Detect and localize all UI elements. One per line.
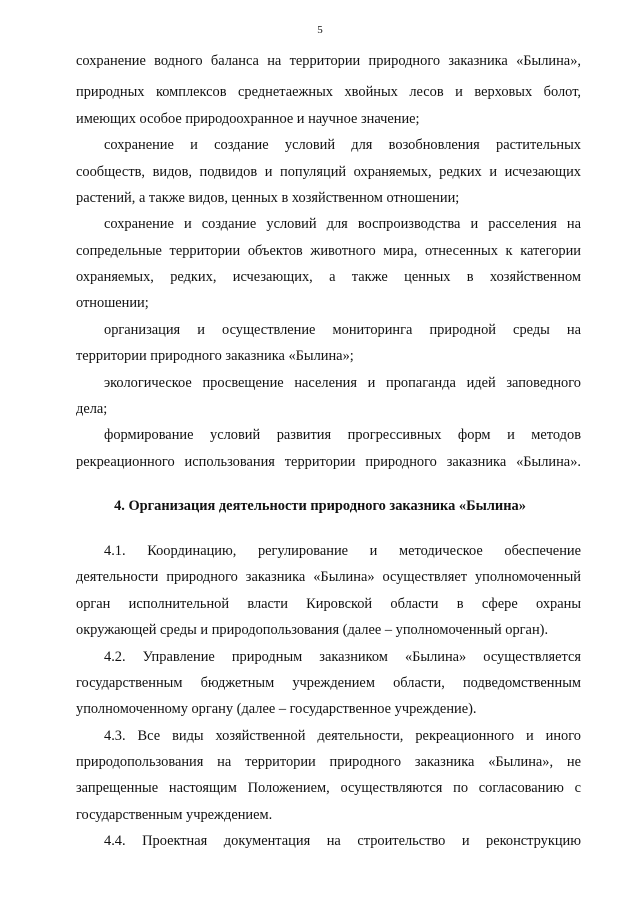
- text-line: 4.2. Управление природным заказником «Былина» осуществляется: [104, 649, 581, 665]
- text-line: рекреационного использования территории природного заказника «Былина».: [76, 454, 581, 470]
- text-line: формирование условий развития прогрессивных форм и методов: [104, 427, 581, 443]
- text-line: деятельности природного заказника «Былина» осуществляет уполномоченный: [76, 569, 581, 585]
- text-line: государственным бюджетным учреждением области, подведомственным: [76, 675, 581, 691]
- section-heading: 4. Организация деятельности природного заказника «Былина»: [114, 498, 526, 514]
- text-line: организация и осуществление мониторинга природной среды на: [104, 322, 581, 338]
- text-line: сообществ, видов, подвидов и популяций охраняемых, редких и исчезающих: [76, 164, 581, 180]
- text-line: имеющих особое природоохранное и научное значение;: [76, 111, 420, 127]
- text-line: территории природного заказника «Былина»;: [76, 348, 354, 364]
- text-line: государственным учреждением.: [76, 807, 273, 823]
- text-line: растений, а также видов, ценных в хозяйственном отношении;: [76, 190, 460, 206]
- text-line: сохранение и создание условий для воспроизводства и расселения на: [104, 216, 581, 232]
- text-line: орган исполнительной власти Кировской области в сфере охраны: [76, 596, 581, 612]
- text-line: природопользования на территории природного заказника «Былина», не: [76, 754, 581, 770]
- text-line: 4.4. Проектная документация на строительство и реконструкцию: [104, 833, 581, 849]
- text-line: сопредельные территории объектов животного мира, отнесенных к категории: [76, 243, 581, 259]
- text-line: отношении;: [76, 295, 149, 311]
- text-line: охраняемых, редких, исчезающих, а также ценных в хозяйственном: [76, 269, 581, 285]
- text-line: экологическое просвещение населения и пропаганда идей заповедного: [104, 375, 581, 391]
- text-line: дела;: [76, 401, 108, 417]
- text-line: сохранение водного баланса на территории природного заказника «Былина»,: [76, 53, 581, 69]
- page-number: 5: [317, 24, 323, 36]
- text-line: запрещенные настоящим Положением, осуществляются по согласованию с: [76, 780, 581, 796]
- text-line: 4.1. Координацию, регулирование и методическое обеспечение: [104, 543, 581, 559]
- text-line: окружающей среды и природопользования (далее – уполномоченный орган).: [76, 622, 549, 638]
- text-line: уполномоченному органу (далее – государственное учреждение).: [76, 701, 477, 717]
- text-line: 4.3. Все виды хозяйственной деятельности, рекреационного и иного: [104, 728, 581, 744]
- text-line: природных комплексов среднетаежных хвойных лесов и верховых болот,: [76, 84, 581, 100]
- text-line: сохранение и создание условий для возобновления растительных: [104, 137, 581, 153]
